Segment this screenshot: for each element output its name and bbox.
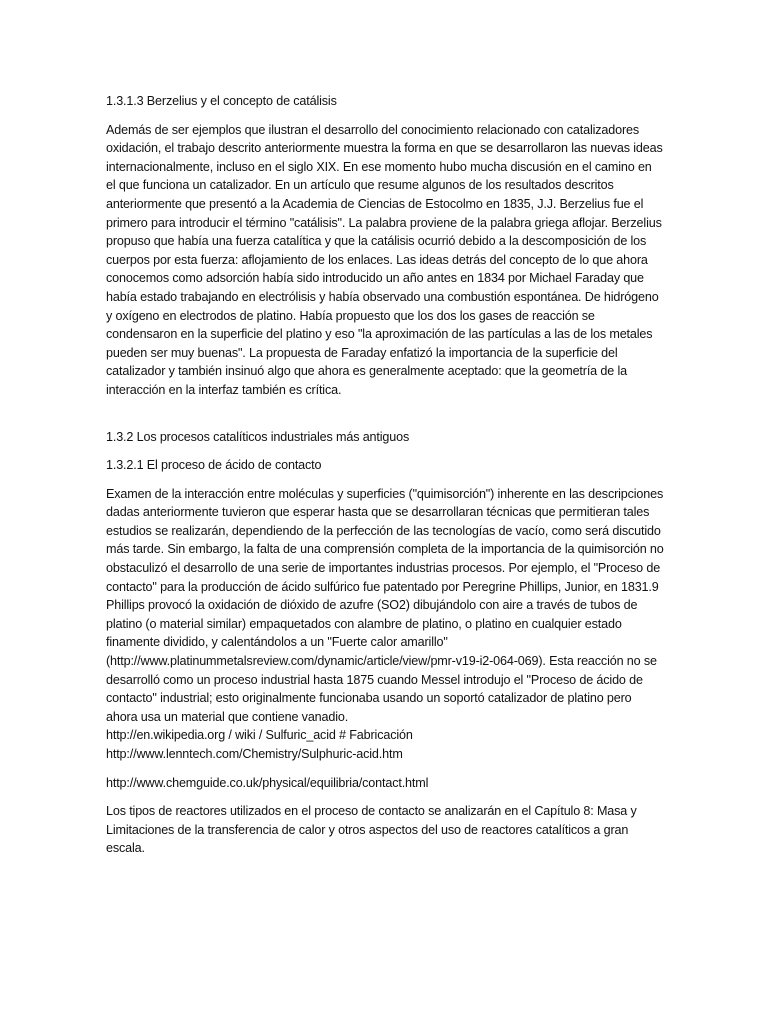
wikipedia-link[interactable]: http://en.wikipedia.org / wiki / Sulfuric_acid # Fabricación [106, 728, 413, 743]
section-heading-1-3-1-3: 1.3.1.3 Berzelius y el concepto de catálisis [106, 94, 337, 108]
section-paragraph-berzelius: Además de ser ejemplos que ilustran el desarrollo del conocimiento relacionado con catalizadores oxidación, el trabajo descrito anteriormente muestra la forma en que se desarrollaron las nuevas ideas internacionalmente, incluso en el siglo XIX. En ese momento hubo mucha discusión en el camino en el que funciona un catalizador. En un artículo que resume algunos de los resultados descritos anteriormente que presentó a la Academia de Ciencias de Estocolmo en 1835, J.J. Berzelius fue el primero para introducir el término "catálisis". La palabra proviene de la palabra griega aflojar. Berzelius propuso que había una fuerza catalítica y que la catálisis ocurrió debido a la descomposición de los cuerpos por esta fuerza: aflojamiento de los enlaces. Las ideas detrás del concepto de lo que ahora conocemos como adsorción había sido introducido un año antes en 1834 por Michael Faraday que había estado trabajando en electrólisis y había observado una combustión espontánea. De hidrógeno y oxígeno en electrodos de platino. Había propuesto que los dos los gases de reacción se condensaron en la superficie del platino y eso "la aproximación de las partículas a las de los metales pueden ser muy buenas". La propuesta de Faraday enfatizó la importancia de la superficie del catalizador y también insinuó algo que ahora es generalmente aceptado: que la geometría de la interacción en la interfaz también es crítica. [106, 122, 663, 397]
contact-process-text: Examen de la interacción entre moléculas y superficies ("quimisorción") inherente en las descripciones dadas anteriormente tuvieron que esperar hasta que se desarrollaran técnicas que permitieran tales estudios se realizarán, dependiendo de la perfección de las tecnologías de vacío, como será discutido más tarde. Sin embargo, la falta de una comprensión completa de la importancia de la quimisorción no obstaculizó el desarrollo de una serie de importantes industrias procesos. Por ejemplo, el "Proceso de contacto" para la producción de ácido sulfúrico fue patentado por Peregrine Phillips, Junior, en 1831.9 Phillips provocó la oxidación de dióxido de azufre (SO2) dibujándolo con aire a través de tubos de platino (o material similar) empaquetados con alambre de platino, o platino en cualquier estado finamente dividido, y calentándolos a un "Fuerte calor amarillo" (http://www.platinummetalsreview.com/dynamic/article/view/pmr-v19-i2-064-069). Esta reacción no se desarrolló como un proceso industrial hasta 1875 cuando Messel introdujo el "Proceso de ácido de contacto" industrial; esto originalmente funcionaba usando un soportó catalizador de platino pero ahora usa un material que contiene vanadio. [106, 486, 664, 724]
section-paragraph-closing: Los tipos de reactores utilizados en el proceso de contacto se analizarán en el Capítulo 8: Masa y Limitaciones de la transferencia de calor y otros aspectos del uso de reactores catalíticos a gran escala. [106, 804, 637, 856]
document-page [106, 92, 664, 868]
chemguide-link[interactable]: http://www.chemguide.co.uk/physical/equilibria/contact.html [106, 775, 429, 790]
section-heading-1-3-2: 1.3.2 Los procesos catalíticos industriales más antiguos [106, 429, 410, 444]
lenntech-link[interactable]: http://www.lenntech.com/Chemistry/Sulphuric-acid.htm [106, 747, 403, 761]
section-heading-1-3-2-1: 1.3.2.1 El proceso de ácido de contacto [106, 458, 322, 473]
section-paragraph-contact-process [106, 485, 664, 764]
section-spacer [106, 410, 664, 428]
